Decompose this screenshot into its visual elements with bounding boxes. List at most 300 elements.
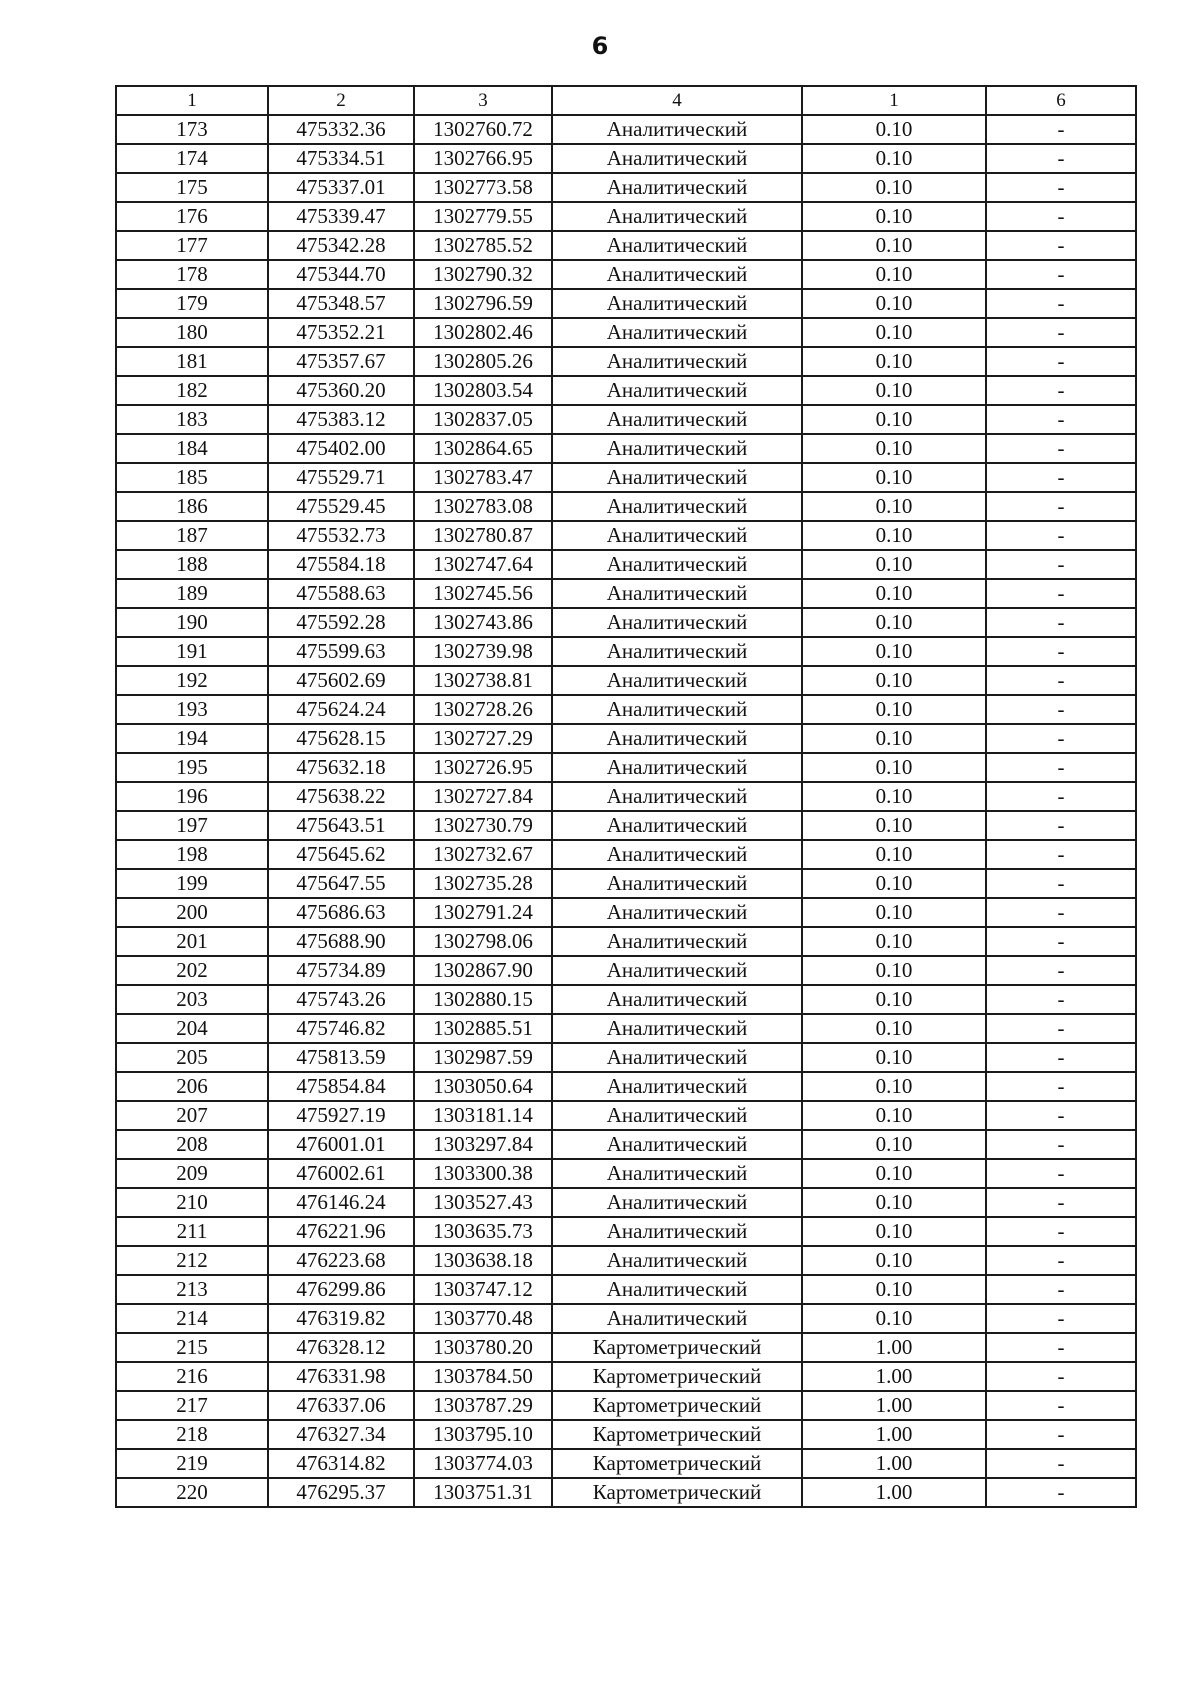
table-row	[116, 1159, 1136, 1188]
method-cell: Аналитический	[552, 927, 802, 956]
y-coordinate-cell: 1303297.84	[414, 1130, 552, 1159]
y-coordinate-cell: 1302727.84	[414, 782, 552, 811]
description-cell: -	[986, 608, 1136, 637]
accuracy-cell: 0.10	[802, 1159, 986, 1188]
accuracy-cell: 1.00	[802, 1420, 986, 1449]
y-coordinate-cell: 1303638.18	[414, 1246, 552, 1275]
method-cell: Аналитический	[552, 173, 802, 202]
point-number-cell: 200	[116, 898, 268, 927]
description-cell: -	[986, 1043, 1136, 1072]
table-row	[116, 434, 1136, 463]
table-row	[116, 1043, 1136, 1072]
method-cell: Аналитический	[552, 1304, 802, 1333]
accuracy-cell: 0.10	[802, 434, 986, 463]
y-coordinate-cell: 1302735.28	[414, 869, 552, 898]
x-coordinate-cell: 476319.82	[268, 1304, 414, 1333]
method-cell: Аналитический	[552, 637, 802, 666]
description-cell: -	[986, 927, 1136, 956]
table-row	[116, 1362, 1136, 1391]
x-coordinate-cell: 475854.84	[268, 1072, 414, 1101]
description-cell: -	[986, 1130, 1136, 1159]
table-row	[116, 347, 1136, 376]
point-number-cell: 175	[116, 173, 268, 202]
x-coordinate-cell: 476314.82	[268, 1449, 414, 1478]
method-cell: Аналитический	[552, 753, 802, 782]
method-cell: Аналитический	[552, 521, 802, 550]
x-coordinate-cell: 475632.18	[268, 753, 414, 782]
header-cell: 6	[986, 86, 1136, 115]
table-row	[116, 840, 1136, 869]
description-cell: -	[986, 1188, 1136, 1217]
y-coordinate-cell: 1302745.56	[414, 579, 552, 608]
description-cell: -	[986, 202, 1136, 231]
method-cell: Аналитический	[552, 869, 802, 898]
method-cell: Аналитический	[552, 1246, 802, 1275]
y-coordinate-cell: 1303784.50	[414, 1362, 552, 1391]
y-coordinate-cell: 1303774.03	[414, 1449, 552, 1478]
x-coordinate-cell: 475332.36	[268, 115, 414, 144]
y-coordinate-cell: 1302730.79	[414, 811, 552, 840]
table-row	[116, 1391, 1136, 1420]
description-cell: -	[986, 637, 1136, 666]
accuracy-cell: 0.10	[802, 550, 986, 579]
accuracy-cell: 0.10	[802, 608, 986, 637]
x-coordinate-cell: 476337.06	[268, 1391, 414, 1420]
y-coordinate-cell: 1302790.32	[414, 260, 552, 289]
x-coordinate-cell: 475529.45	[268, 492, 414, 521]
y-coordinate-cell: 1302791.24	[414, 898, 552, 927]
description-cell: -	[986, 144, 1136, 173]
point-number-cell: 218	[116, 1420, 268, 1449]
y-coordinate-cell: 1303795.10	[414, 1420, 552, 1449]
accuracy-cell: 0.10	[802, 1014, 986, 1043]
table-row	[116, 1188, 1136, 1217]
x-coordinate-cell: 475643.51	[268, 811, 414, 840]
accuracy-cell: 0.10	[802, 1246, 986, 1275]
accuracy-cell: 0.10	[802, 1072, 986, 1101]
accuracy-cell: 0.10	[802, 231, 986, 260]
description-cell: -	[986, 318, 1136, 347]
accuracy-cell: 0.10	[802, 1304, 986, 1333]
method-cell: Аналитический	[552, 1159, 802, 1188]
x-coordinate-cell: 475352.21	[268, 318, 414, 347]
description-cell: -	[986, 782, 1136, 811]
method-cell: Аналитический	[552, 1188, 802, 1217]
description-cell: -	[986, 1217, 1136, 1246]
method-cell: Аналитический	[552, 1014, 802, 1043]
y-coordinate-cell: 1303635.73	[414, 1217, 552, 1246]
x-coordinate-cell: 476327.34	[268, 1420, 414, 1449]
method-cell: Аналитический	[552, 956, 802, 985]
table-row	[116, 666, 1136, 695]
description-cell: -	[986, 376, 1136, 405]
accuracy-cell: 0.10	[802, 376, 986, 405]
description-cell: -	[986, 811, 1136, 840]
point-number-cell: 180	[116, 318, 268, 347]
table-row	[116, 202, 1136, 231]
accuracy-cell: 0.10	[802, 202, 986, 231]
table-row	[116, 550, 1136, 579]
method-cell: Аналитический	[552, 898, 802, 927]
coordinates-table	[115, 85, 1137, 1508]
y-coordinate-cell: 1303747.12	[414, 1275, 552, 1304]
x-coordinate-cell: 476295.37	[268, 1478, 414, 1507]
point-number-cell: 210	[116, 1188, 268, 1217]
accuracy-cell: 1.00	[802, 1478, 986, 1507]
point-number-cell: 213	[116, 1275, 268, 1304]
point-number-cell: 195	[116, 753, 268, 782]
y-coordinate-cell: 1302885.51	[414, 1014, 552, 1043]
description-cell: -	[986, 840, 1136, 869]
table-row	[116, 1449, 1136, 1478]
table-row	[116, 811, 1136, 840]
point-number-cell: 216	[116, 1362, 268, 1391]
method-cell: Аналитический	[552, 811, 802, 840]
header-cell: 4	[552, 86, 802, 115]
method-cell: Аналитический	[552, 144, 802, 173]
point-number-cell: 207	[116, 1101, 268, 1130]
point-number-cell: 196	[116, 782, 268, 811]
method-cell: Аналитический	[552, 1043, 802, 1072]
method-cell: Картометрический	[552, 1362, 802, 1391]
y-coordinate-cell: 1302747.64	[414, 550, 552, 579]
y-coordinate-cell: 1303527.43	[414, 1188, 552, 1217]
y-coordinate-cell: 1302760.72	[414, 115, 552, 144]
accuracy-cell: 0.10	[802, 579, 986, 608]
table-row	[116, 1217, 1136, 1246]
accuracy-cell: 1.00	[802, 1333, 986, 1362]
accuracy-cell: 0.10	[802, 1188, 986, 1217]
description-cell: -	[986, 173, 1136, 202]
point-number-cell: 197	[116, 811, 268, 840]
y-coordinate-cell: 1303780.20	[414, 1333, 552, 1362]
table-header	[116, 86, 1136, 115]
point-number-cell: 206	[116, 1072, 268, 1101]
point-number-cell: 205	[116, 1043, 268, 1072]
x-coordinate-cell: 475334.51	[268, 144, 414, 173]
description-cell: -	[986, 347, 1136, 376]
x-coordinate-cell: 475529.71	[268, 463, 414, 492]
x-coordinate-cell: 475746.82	[268, 1014, 414, 1043]
description-cell: -	[986, 695, 1136, 724]
point-number-cell: 202	[116, 956, 268, 985]
table-row	[116, 521, 1136, 550]
y-coordinate-cell: 1302837.05	[414, 405, 552, 434]
table-row	[116, 869, 1136, 898]
y-coordinate-cell: 1302780.87	[414, 521, 552, 550]
x-coordinate-cell: 475360.20	[268, 376, 414, 405]
description-cell: -	[986, 1391, 1136, 1420]
accuracy-cell: 0.10	[802, 898, 986, 927]
point-number-cell: 220	[116, 1478, 268, 1507]
y-coordinate-cell: 1302805.26	[414, 347, 552, 376]
table-row	[116, 1304, 1136, 1333]
point-number-cell: 209	[116, 1159, 268, 1188]
x-coordinate-cell: 475645.62	[268, 840, 414, 869]
point-number-cell: 177	[116, 231, 268, 260]
point-number-cell: 189	[116, 579, 268, 608]
y-coordinate-cell: 1302773.58	[414, 173, 552, 202]
y-coordinate-cell: 1302739.98	[414, 637, 552, 666]
y-coordinate-cell: 1302779.55	[414, 202, 552, 231]
accuracy-cell: 0.10	[802, 318, 986, 347]
header-cell: 1	[116, 86, 268, 115]
x-coordinate-cell: 475688.90	[268, 927, 414, 956]
table-row	[116, 695, 1136, 724]
point-number-cell: 194	[116, 724, 268, 753]
x-coordinate-cell: 475743.26	[268, 985, 414, 1014]
x-coordinate-cell: 475813.59	[268, 1043, 414, 1072]
table-row	[116, 1275, 1136, 1304]
table-row	[116, 1072, 1136, 1101]
y-coordinate-cell: 1302798.06	[414, 927, 552, 956]
accuracy-cell: 0.10	[802, 985, 986, 1014]
accuracy-cell: 0.10	[802, 347, 986, 376]
method-cell: Аналитический	[552, 347, 802, 376]
accuracy-cell: 0.10	[802, 666, 986, 695]
method-cell: Аналитический	[552, 1275, 802, 1304]
x-coordinate-cell: 475647.55	[268, 869, 414, 898]
table-row	[116, 782, 1136, 811]
accuracy-cell: 0.10	[802, 753, 986, 782]
accuracy-cell: 0.10	[802, 405, 986, 434]
description-cell: -	[986, 1014, 1136, 1043]
y-coordinate-cell: 1302783.08	[414, 492, 552, 521]
description-cell: -	[986, 724, 1136, 753]
point-number-cell: 208	[116, 1130, 268, 1159]
description-cell: -	[986, 1362, 1136, 1391]
description-cell: -	[986, 550, 1136, 579]
x-coordinate-cell: 475342.28	[268, 231, 414, 260]
description-cell: -	[986, 1275, 1136, 1304]
y-coordinate-cell: 1302766.95	[414, 144, 552, 173]
description-cell: -	[986, 434, 1136, 463]
method-cell: Картометрический	[552, 1420, 802, 1449]
point-number-cell: 204	[116, 1014, 268, 1043]
y-coordinate-cell: 1302726.95	[414, 753, 552, 782]
method-cell: Аналитический	[552, 724, 802, 753]
y-coordinate-cell: 1302987.59	[414, 1043, 552, 1072]
description-cell: -	[986, 1449, 1136, 1478]
method-cell: Аналитический	[552, 376, 802, 405]
page-number: 6	[591, 32, 609, 60]
table-row	[116, 1478, 1136, 1507]
accuracy-cell: 0.10	[802, 1130, 986, 1159]
y-coordinate-cell: 1302880.15	[414, 985, 552, 1014]
accuracy-cell: 0.10	[802, 724, 986, 753]
header-cell: 3	[414, 86, 552, 115]
x-coordinate-cell: 475638.22	[268, 782, 414, 811]
accuracy-cell: 1.00	[802, 1391, 986, 1420]
description-cell: -	[986, 753, 1136, 782]
accuracy-cell: 0.10	[802, 260, 986, 289]
x-coordinate-cell: 475339.47	[268, 202, 414, 231]
accuracy-cell: 0.10	[802, 637, 986, 666]
y-coordinate-cell: 1302743.86	[414, 608, 552, 637]
description-cell: -	[986, 579, 1136, 608]
accuracy-cell: 0.10	[802, 289, 986, 318]
description-cell: -	[986, 1159, 1136, 1188]
table-row	[116, 463, 1136, 492]
method-cell: Аналитический	[552, 492, 802, 521]
accuracy-cell: 0.10	[802, 811, 986, 840]
description-cell: -	[986, 405, 1136, 434]
description-cell: -	[986, 289, 1136, 318]
table-row	[116, 318, 1136, 347]
header-cell: 2	[268, 86, 414, 115]
description-cell: -	[986, 1072, 1136, 1101]
x-coordinate-cell: 475584.18	[268, 550, 414, 579]
description-cell: -	[986, 1246, 1136, 1275]
point-number-cell: 185	[116, 463, 268, 492]
x-coordinate-cell: 476221.96	[268, 1217, 414, 1246]
x-coordinate-cell: 476002.61	[268, 1159, 414, 1188]
method-cell: Аналитический	[552, 666, 802, 695]
method-cell: Аналитический	[552, 608, 802, 637]
description-cell: -	[986, 1478, 1136, 1507]
point-number-cell: 203	[116, 985, 268, 1014]
table-row	[116, 608, 1136, 637]
point-number-cell: 199	[116, 869, 268, 898]
y-coordinate-cell: 1302728.26	[414, 695, 552, 724]
accuracy-cell: 0.10	[802, 840, 986, 869]
method-cell: Аналитический	[552, 434, 802, 463]
description-cell: -	[986, 260, 1136, 289]
method-cell: Аналитический	[552, 231, 802, 260]
accuracy-cell: 0.10	[802, 1043, 986, 1072]
x-coordinate-cell: 476223.68	[268, 1246, 414, 1275]
accuracy-cell: 0.10	[802, 463, 986, 492]
accuracy-cell: 0.10	[802, 782, 986, 811]
x-coordinate-cell: 475337.01	[268, 173, 414, 202]
x-coordinate-cell: 475532.73	[268, 521, 414, 550]
x-coordinate-cell: 475602.69	[268, 666, 414, 695]
method-cell: Картометрический	[552, 1333, 802, 1362]
table-row	[116, 405, 1136, 434]
method-cell: Аналитический	[552, 1101, 802, 1130]
x-coordinate-cell: 476146.24	[268, 1188, 414, 1217]
y-coordinate-cell: 1302727.29	[414, 724, 552, 753]
method-cell: Аналитический	[552, 318, 802, 347]
method-cell: Аналитический	[552, 1217, 802, 1246]
method-cell: Аналитический	[552, 463, 802, 492]
method-cell: Аналитический	[552, 579, 802, 608]
x-coordinate-cell: 476331.98	[268, 1362, 414, 1391]
y-coordinate-cell: 1303050.64	[414, 1072, 552, 1101]
point-number-cell: 212	[116, 1246, 268, 1275]
y-coordinate-cell: 1302738.81	[414, 666, 552, 695]
point-number-cell: 183	[116, 405, 268, 434]
description-cell: -	[986, 521, 1136, 550]
x-coordinate-cell: 475599.63	[268, 637, 414, 666]
description-cell: -	[986, 666, 1136, 695]
table-row	[116, 956, 1136, 985]
point-number-cell: 182	[116, 376, 268, 405]
description-cell: -	[986, 898, 1136, 927]
accuracy-cell: 0.10	[802, 1275, 986, 1304]
table-row	[116, 144, 1136, 173]
table-row	[116, 289, 1136, 318]
description-cell: -	[986, 115, 1136, 144]
description-cell: -	[986, 985, 1136, 1014]
accuracy-cell: 0.10	[802, 1101, 986, 1130]
point-number-cell: 181	[116, 347, 268, 376]
accuracy-cell: 0.10	[802, 115, 986, 144]
table-row	[116, 753, 1136, 782]
table-row	[116, 376, 1136, 405]
y-coordinate-cell: 1302732.67	[414, 840, 552, 869]
method-cell: Аналитический	[552, 550, 802, 579]
x-coordinate-cell: 476328.12	[268, 1333, 414, 1362]
method-cell: Аналитический	[552, 1072, 802, 1101]
y-coordinate-cell: 1302803.54	[414, 376, 552, 405]
point-number-cell: 179	[116, 289, 268, 318]
y-coordinate-cell: 1302864.65	[414, 434, 552, 463]
point-number-cell: 217	[116, 1391, 268, 1420]
x-coordinate-cell: 475357.67	[268, 347, 414, 376]
x-coordinate-cell: 475344.70	[268, 260, 414, 289]
x-coordinate-cell: 475383.12	[268, 405, 414, 434]
y-coordinate-cell: 1303181.14	[414, 1101, 552, 1130]
y-coordinate-cell: 1303770.48	[414, 1304, 552, 1333]
description-cell: -	[986, 1333, 1136, 1362]
x-coordinate-cell: 475624.24	[268, 695, 414, 724]
table-row	[116, 1420, 1136, 1449]
table-row	[116, 985, 1136, 1014]
description-cell: -	[986, 492, 1136, 521]
x-coordinate-cell: 475592.28	[268, 608, 414, 637]
point-number-cell: 193	[116, 695, 268, 724]
description-cell: -	[986, 1304, 1136, 1333]
y-coordinate-cell: 1302796.59	[414, 289, 552, 318]
y-coordinate-cell: 1302785.52	[414, 231, 552, 260]
method-cell: Аналитический	[552, 115, 802, 144]
table-row	[116, 115, 1136, 144]
accuracy-cell: 0.10	[802, 144, 986, 173]
y-coordinate-cell: 1302867.90	[414, 956, 552, 985]
table-row	[116, 1101, 1136, 1130]
point-number-cell: 173	[116, 115, 268, 144]
method-cell: Аналитический	[552, 782, 802, 811]
accuracy-cell: 0.10	[802, 956, 986, 985]
x-coordinate-cell: 476001.01	[268, 1130, 414, 1159]
method-cell: Аналитический	[552, 985, 802, 1014]
method-cell: Аналитический	[552, 260, 802, 289]
description-cell: -	[986, 1420, 1136, 1449]
point-number-cell: 215	[116, 1333, 268, 1362]
point-number-cell: 174	[116, 144, 268, 173]
accuracy-cell: 0.10	[802, 1217, 986, 1246]
accuracy-cell: 0.10	[802, 869, 986, 898]
header-cell: 1	[802, 86, 986, 115]
accuracy-cell: 0.10	[802, 695, 986, 724]
description-cell: -	[986, 231, 1136, 260]
y-coordinate-cell: 1303300.38	[414, 1159, 552, 1188]
x-coordinate-cell: 475588.63	[268, 579, 414, 608]
table-row	[116, 173, 1136, 202]
method-cell: Картометрический	[552, 1478, 802, 1507]
point-number-cell: 184	[116, 434, 268, 463]
description-cell: -	[986, 956, 1136, 985]
table-row	[116, 637, 1136, 666]
method-cell: Аналитический	[552, 695, 802, 724]
point-number-cell: 186	[116, 492, 268, 521]
x-coordinate-cell: 475348.57	[268, 289, 414, 318]
table-row	[116, 579, 1136, 608]
x-coordinate-cell: 475686.63	[268, 898, 414, 927]
point-number-cell: 211	[116, 1217, 268, 1246]
description-cell: -	[986, 463, 1136, 492]
